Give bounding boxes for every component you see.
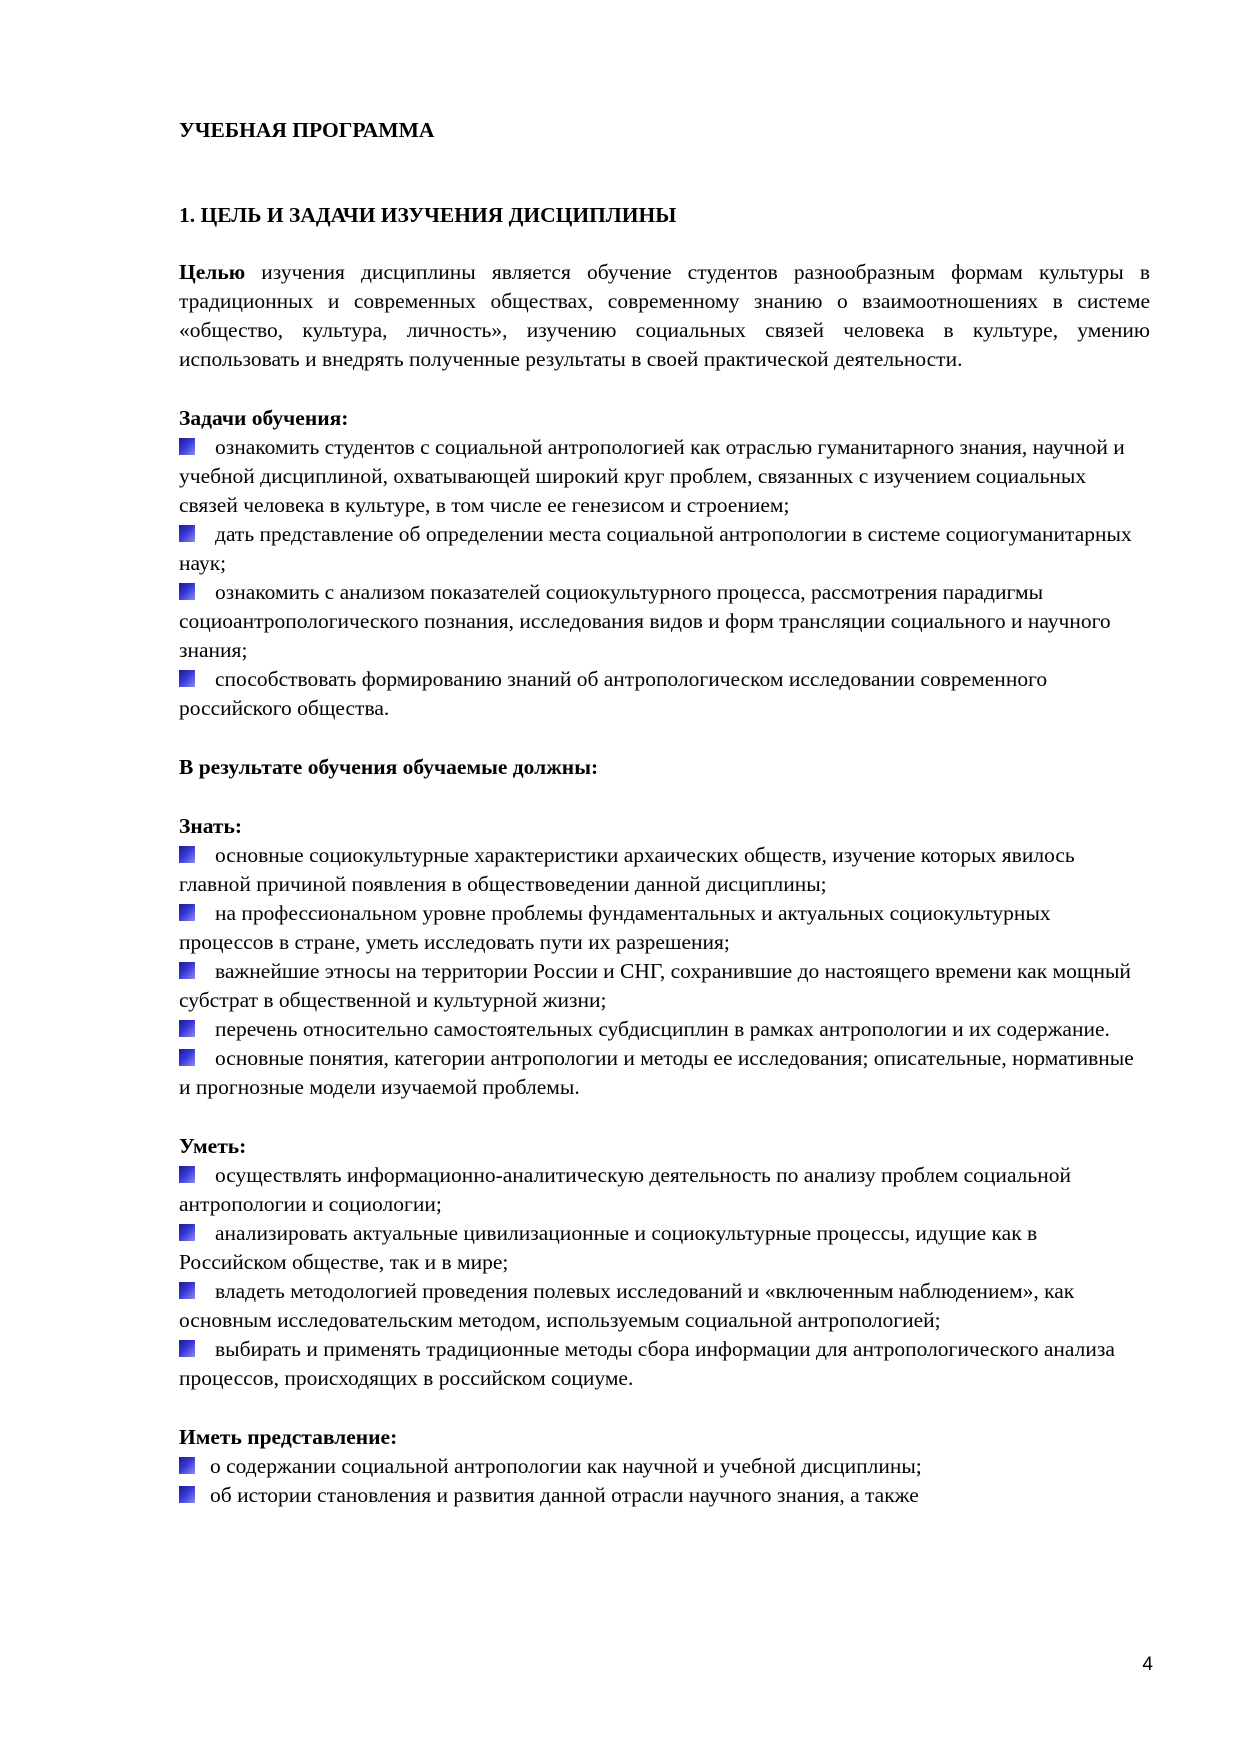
list-item-text: анализировать актуальные цивилизационные и социокультурные процессы, идущие как в Российском обществе, так и в мире;	[179, 1221, 1038, 1274]
square-bullet-icon	[179, 525, 195, 542]
square-bullet-icon	[179, 1282, 195, 1299]
square-bullet-icon	[179, 1486, 195, 1503]
list-item-text: ознакомить студентов с социальной антропологией как отраслью гуманитарного знания, научной и учебной дисциплиной, охватывающей широкий круг проблем, связанных с изучением социальных связей человека в культуре, в том числе ее генезисом и строением;	[179, 435, 1125, 517]
list-item	[179, 1277, 1150, 1335]
list-item	[179, 1044, 1150, 1102]
can-list	[179, 1161, 1150, 1393]
page-content	[179, 116, 1150, 1510]
square-bullet-icon	[179, 904, 195, 921]
square-bullet-icon	[179, 1457, 195, 1474]
list-item	[179, 1219, 1150, 1277]
square-bullet-icon	[179, 438, 195, 455]
list-item	[179, 1161, 1150, 1219]
list-item	[179, 1015, 1150, 1044]
list-item-text: основные понятия, категории антропологии и методы ее исследования; описательные, нормативные и прогнозные модели изучаемой проблемы.	[179, 1046, 1134, 1099]
square-bullet-icon	[179, 670, 195, 687]
idea-list	[179, 1452, 1150, 1510]
know-list	[179, 841, 1150, 1102]
list-item-text: основные социокультурные характеристики архаических обществ, изучение которых явилось главной причиной появления в обществоведении данной дисциплины;	[179, 843, 1075, 896]
know-heading: Знать:	[179, 814, 243, 838]
list-item	[179, 1452, 1150, 1481]
list-item-text: важнейшие этносы на территории России и СНГ, сохранившие до настоящего времени как мощный субстрат в общественной и культурной жизни;	[179, 959, 1131, 1012]
square-bullet-icon	[179, 1224, 195, 1241]
square-bullet-icon	[179, 1166, 195, 1183]
list-item-text: ознакомить с анализом показателей социокультурного процесса, рассмотрения парадигмы социоантропологического познания, исследования видов и форм трансляции социального и научного знания;	[179, 580, 1111, 662]
square-bullet-icon	[179, 962, 195, 979]
list-item-text: дать представление об определении места социальной антропологии в системе социогуманитарных наук;	[179, 522, 1132, 575]
list-item-text: владеть методологией проведения полевых исследований и «включенным наблюдением», как основным исследовательским методом, используемым социальной антропологией;	[179, 1279, 1075, 1332]
list-item	[179, 1335, 1150, 1393]
list-item-text: на профессиональном уровне проблемы фундаментальных и актуальных социокультурных процессов в стране, уметь исследовать пути их разрешения;	[179, 901, 1051, 954]
list-item-text: об истории становления и развития данной отрасли научного знания, а также	[210, 1483, 919, 1507]
goal-paragraph	[179, 258, 1150, 374]
page-number: 4	[1142, 1654, 1153, 1675]
list-item-text: о содержании социальной антропологии как научной и учебной дисциплины;	[210, 1454, 922, 1478]
square-bullet-icon	[179, 1020, 195, 1037]
list-item-text: выбирать и применять традиционные методы сбора информации для антропологического анализа процессов, происходящих в российском социуме.	[179, 1337, 1115, 1390]
square-bullet-icon	[179, 583, 195, 600]
section-title: 1. ЦЕЛЬ И ЗАДАЧИ ИЗУЧЕНИЯ ДИСЦИПЛИНЫ	[179, 203, 677, 227]
list-item	[179, 957, 1150, 1015]
square-bullet-icon	[179, 846, 195, 863]
can-heading: Уметь:	[179, 1134, 247, 1158]
square-bullet-icon	[179, 1340, 195, 1357]
square-bullet-icon	[179, 1049, 195, 1066]
list-item	[179, 520, 1150, 578]
document-title: УЧЕБНАЯ ПРОГРАММА	[179, 118, 435, 142]
list-item-text: способствовать формированию знаний об антропологическом исследовании современного российского общества.	[179, 667, 1048, 720]
list-item	[179, 665, 1150, 723]
list-item	[179, 433, 1150, 520]
list-item-text: осуществлять информационно-аналитическую деятельность по анализу проблем социальной антропологии и социологии;	[179, 1163, 1071, 1216]
goal-text: изучения дисциплины является обучение студентов разнообразным формам культуры в традиционных и современных обществах, современному знанию о взаимоотношениях в системе «общество, культура, личность», изучению социальных связей человека в культуре, умению использовать и внедрять полученные результаты в своей практической деятельности.	[179, 260, 1150, 371]
list-item-text: перечень относительно самостоятельных субдисциплин в рамках антропологии и их содержание.	[215, 1017, 1110, 1041]
list-item	[179, 578, 1150, 665]
idea-heading: Иметь представление:	[179, 1425, 398, 1449]
tasks-list	[179, 433, 1150, 723]
list-item	[179, 841, 1150, 899]
goal-lead: Целью	[179, 260, 246, 284]
tasks-heading: Задачи обучения:	[179, 406, 349, 430]
results-heading: В результате обучения обучаемые должны:	[179, 755, 599, 779]
list-item	[179, 1481, 1150, 1510]
list-item	[179, 899, 1150, 957]
